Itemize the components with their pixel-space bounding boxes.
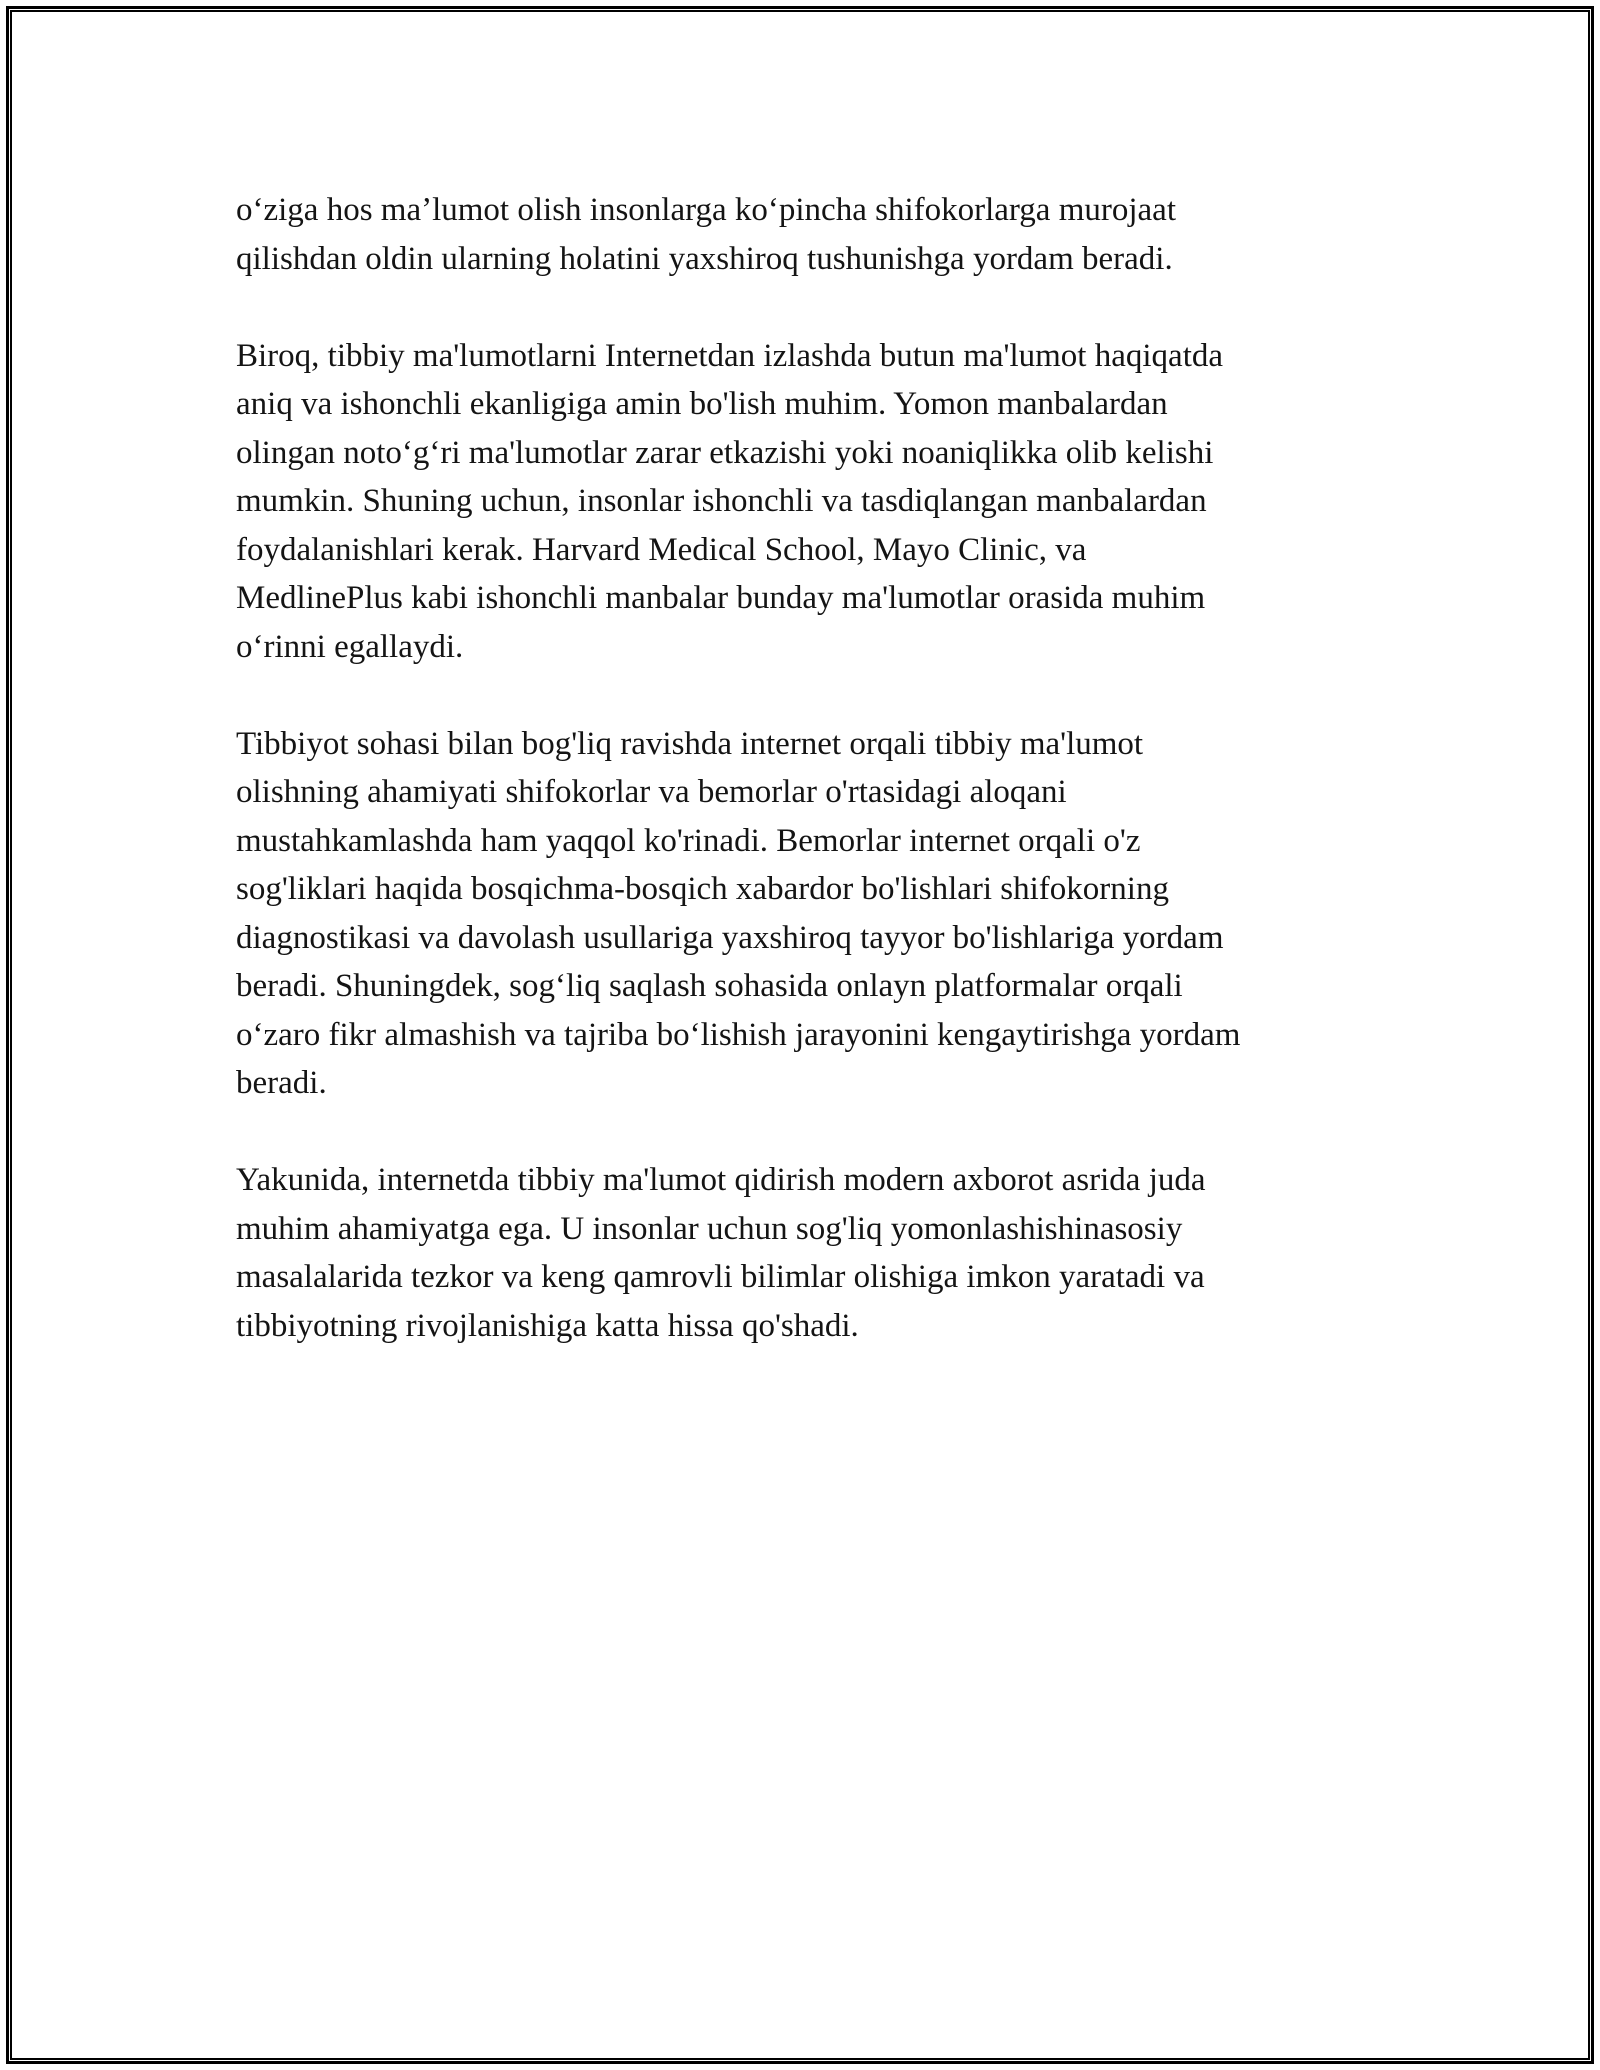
text-line: sog'liklari haqida bosqichma-bosqich xabardor bo'lishlari shifokorning xyxy=(236,871,1169,907)
text-line: diagnostikasi va davolash usullariga yaxshiroq tayyor bo'lishlariga yordam xyxy=(236,919,1224,956)
paragraph-3 xyxy=(236,720,1366,1108)
text-line: aniq va ishonchli ekanligiga amin bo'lish muhim. Yomon manbalardan xyxy=(236,386,1168,422)
paragraph-4 xyxy=(236,1156,1366,1350)
text-line: tibbiyotning rivojlanishiga katta hissa qo'shadi. xyxy=(236,1307,859,1344)
text-line: beradi. Shuningdek, sogʻliq saqlash sohasida onlayn platformalar orqali xyxy=(236,968,1183,1004)
text-line: beradi. xyxy=(236,1065,327,1101)
text-line: oʻziga hos maʼlumot olish insonlarga koʻpincha shifokorlarga murojaat xyxy=(236,192,1176,228)
text-line: olingan notoʻgʻri ma'lumotlar zarar etkazishi yoki noaniqlikka olib kelishi xyxy=(236,434,1214,471)
text-line: olishning ahamiyati shifokorlar va bemorlar o'rtasidagi aloqani xyxy=(236,774,1067,810)
text-line: Yakunida, internetda tibbiy ma'lumot qidirish modern axborot asrida juda xyxy=(236,1162,1206,1198)
text-line: mustahkamlashda ham yaqqol ko'rinadi. Bemorlar internet orqali o'z xyxy=(236,822,1141,859)
text-line: oʻzaro fikr almashish va tajriba boʻlishish jarayonini kengaytirishga yordam xyxy=(236,1016,1241,1053)
text-line: masalalarida tezkor va keng qamrovli bilimlar olishiga imkon yaratadi va xyxy=(236,1259,1205,1295)
text-line: qilishdan oldin ularning holatini yaxshiroq tushunishga yordam beradi. xyxy=(236,240,1173,277)
text-line: Biroq, tibbiy ma'lumotlarni Internetdan izlashda butun ma'lumot haqiqatda xyxy=(236,337,1224,374)
paragraph-2 xyxy=(236,332,1366,672)
text-line: oʻrinni egallaydi. xyxy=(236,628,464,665)
text-line: mumkin. Shuning uchun, insonlar ishonchli va tasdiqlangan manbalardan xyxy=(236,483,1207,519)
text-line: foydalanishlari kerak. Harvard Medical School, Mayo Clinic, va xyxy=(236,531,1087,568)
paragraph-1 xyxy=(236,186,1366,283)
text-line: muhim ahamiyatga ega. U insonlar uchun sog'liq yomonlashishinasosiy xyxy=(236,1210,1183,1247)
text-line: Tibbiyot sohasi bilan bog'liq ravishda internet orqali tibbiy ma'lumot xyxy=(236,725,1144,762)
page-body-text xyxy=(236,186,1366,1399)
text-line: MedlinePlus kabi ishonchli manbalar bunday ma'lumotlar orasida muhim xyxy=(236,580,1206,616)
